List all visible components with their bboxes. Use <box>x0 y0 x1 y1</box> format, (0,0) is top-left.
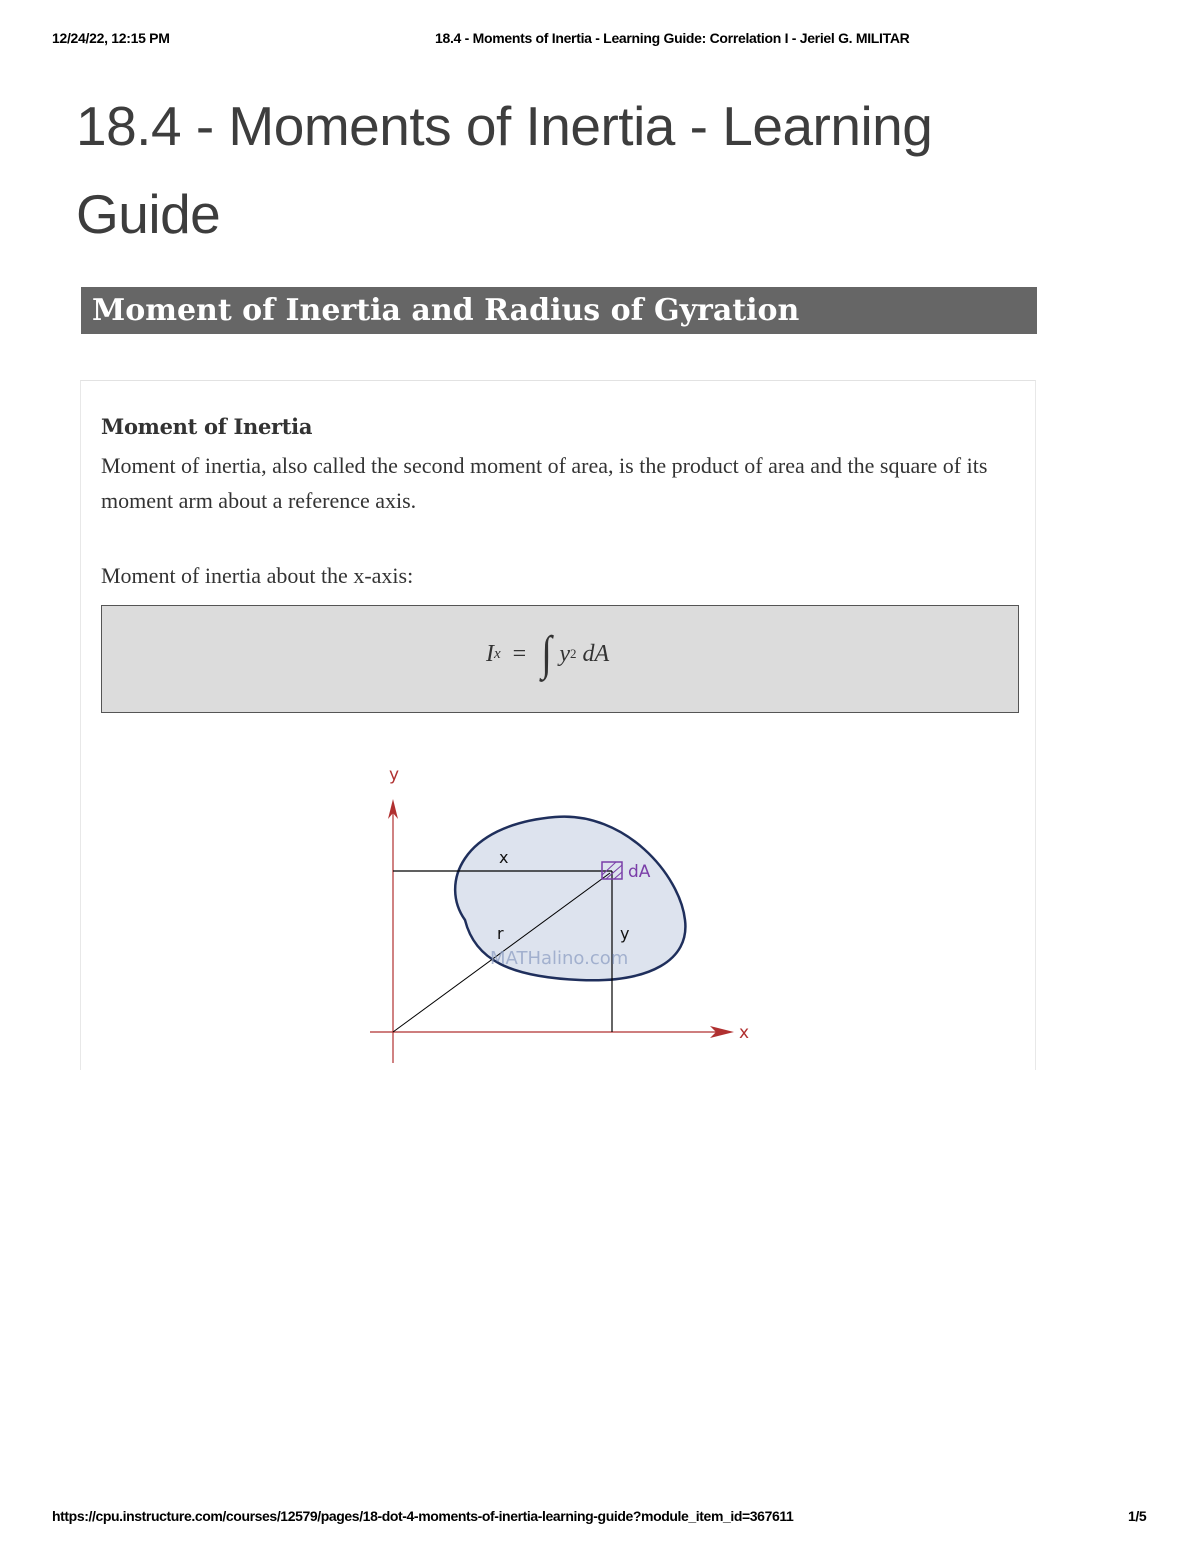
formula-lhs-subscript: x <box>494 645 501 662</box>
definition-paragraph: Moment of inertia, also called the second moment of area, is the product of area and the square of its moment arm about a reference axis. <box>101 453 988 513</box>
watermark: MATHalino.com <box>490 948 629 969</box>
x-axis-intro-label: Moment of inertia about the x-axis: <box>101 563 414 588</box>
formula-integrand: y <box>559 640 571 667</box>
r-label: r <box>497 924 504 943</box>
subheading: Moment of Inertia <box>101 414 313 439</box>
element-label: dA <box>628 862 651 882</box>
formula-lhs: I <box>486 640 494 667</box>
print-header <box>0 30 1200 50</box>
page-number: 1/5 <box>1128 1508 1147 1524</box>
print-document-title: 18.4 - Moments of Inertia - Learning Guide: Correlation I - Jeriel G. MILITAR <box>435 30 910 46</box>
print-url: https://cpu.instructure.com/courses/12579/pages/18-dot-4-moments-of-inertia-learning-guide?module_item_id=367611 <box>52 1508 794 1524</box>
y-axis-label: y <box>389 765 400 785</box>
print-datetime: 12/24/22, 12:15 PM <box>52 30 170 46</box>
moment-of-inertia-formula <box>486 627 610 680</box>
formula-differential: dA <box>582 640 610 667</box>
integral-sign: ∫ <box>541 627 553 680</box>
formula-equals: = <box>512 640 527 667</box>
print-footer <box>0 1508 1200 1528</box>
y-distance-label: y <box>620 924 630 943</box>
formula-exponent: 2 <box>570 646 577 661</box>
page-title: 18.4 - Moments of Inertia - Learning Guide <box>76 95 933 245</box>
moment-of-inertia-diagram <box>360 755 780 1067</box>
x-distance-label: x <box>499 848 509 867</box>
section-banner: Moment of Inertia and Radius of Gyration <box>81 287 1037 334</box>
x-axis-label: x <box>739 1023 750 1043</box>
